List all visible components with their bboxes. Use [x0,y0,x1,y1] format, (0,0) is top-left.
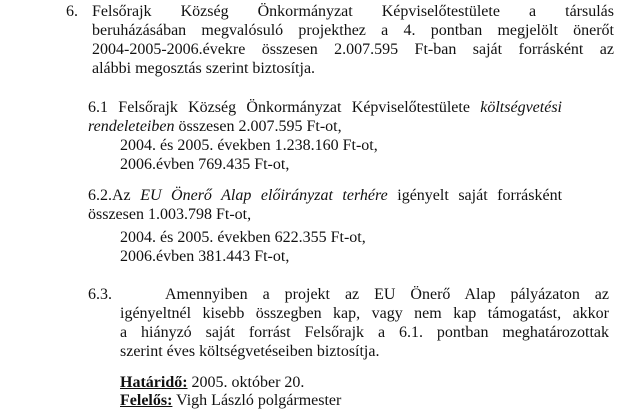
item-6-1-line-3: 2004. és 2005. években 1.238.160 Ft-ot, [120,137,378,154]
item-6-2-line-1 [88,186,562,206]
item-6-2-line-3: 2004. és 2005. években 622.355 Ft-ot, [120,229,366,246]
item-6-line-2: beruházásában megvalósuló projekthez a 4. pontban megjelölt önerőt [92,22,614,39]
item-6-2-italic: EU Önerő Alap előirányzat terhére [140,187,388,204]
item-6-line-4: alábbi megosztás szerint biztosítja. [92,60,316,77]
item-6-1-line-4: 2006.évben 769.435 Ft-ot, [120,156,290,173]
item-6-1-line-1 [88,98,562,118]
item-6-number: 6. [66,3,78,20]
item-6-1-line-2 [88,117,342,137]
item-6-2-rest: igényelt saját forrásként [387,187,563,204]
responsible-label: Felelős: [120,392,173,409]
item-6-1-total: összesen 2.007.595 Ft-ot, [174,118,342,135]
item-6-2-lead: 6.2.Az [88,187,141,204]
responsible [120,391,341,411]
item-6-3-line-1: Amennyiben a projekt az EU Önerő Alap pályázaton az [165,286,609,303]
deadline-value: 2005. október 20. [187,374,305,391]
item-6-2-line-4: 2006.évben 381.443 Ft-ot, [120,248,290,265]
item-6-3-line-2: igényeltnél kisebb összegben kap, vagy nem kap támogatást, akkor [120,305,609,322]
item-6-2-line-2: összesen 1.003.798 Ft-ot, [88,206,252,223]
item-6-3-number: 6.3. [88,286,112,303]
item-6-line-3: 2004-2005-2006.évekre összesen 2.007.595 Ft-ban saját forrásként az [92,41,614,58]
item-6-1-italic-1: költségvetési [480,99,562,116]
responsible-value: Vigh László polgármester [172,392,342,409]
item-6-1-lead: 6.1 Felsőrajk Község Önkormányzat Képviselőtestülete [88,99,481,116]
deadline-label: Határidő: [120,374,188,391]
item-6-3-line-3: a hiányzó saját forrást Felsőrajk a 6.1. pontban meghatározottak [120,324,609,341]
item-6-line-1: Felsőrajk Község Önkormányzat Képviselőtestülete a társulás [92,3,614,20]
item-6-3-line-4: szerint éves költségvetéseiben biztosítja. [120,343,380,360]
item-6-1-italic-2: rendeleteiben [88,118,175,135]
deadline [120,373,304,393]
